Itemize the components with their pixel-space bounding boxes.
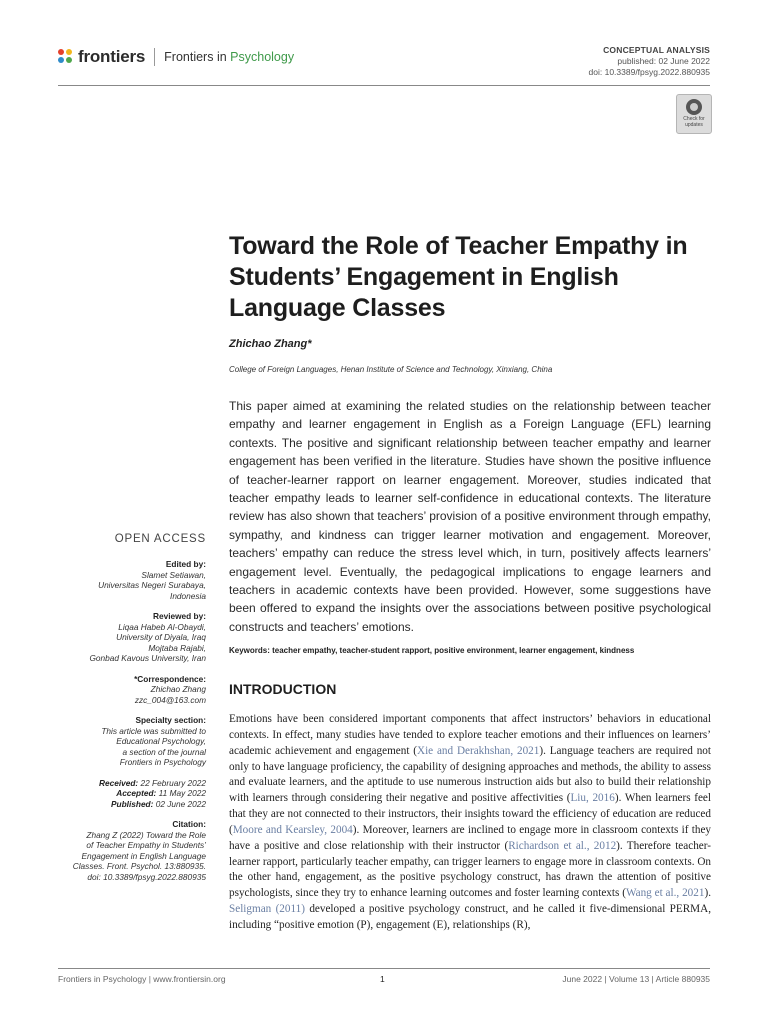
correspondence-mark: * [307,338,312,350]
journal-name[interactable] [164,50,294,64]
specialty-line: Educational Psychology, [116,736,206,746]
citation-link[interactable]: Wang et al., 2021 [625,887,705,900]
citation-link[interactable]: Moore and Kearsley, 2004 [232,823,353,836]
citation-line: Engagement in English Language [81,850,206,861]
edited-by-label: Edited by: [165,559,206,569]
article-title: Toward the Role of Teacher Empathy in Students’ Engagement in English Language Classes [229,232,688,322]
editor-country: Indonesia [170,590,206,601]
open-access-label: OPEN ACCESS [114,533,206,545]
frontiers-logo[interactable] [58,47,294,67]
specialty-line: a section of the journal [122,746,206,757]
page-header [0,0,768,88]
page-number: 1 [380,974,385,984]
reviewed-by-label: Reviewed by: [152,611,206,621]
logo-divider [154,48,155,66]
article-info-sidebar [58,533,206,882]
specialty-line: This article was submitted to [101,725,206,736]
introduction-paragraph: Emotions have been considered important components that affect instructors’ behaviors in educational contexts. In effect, many studies have tended to explore teacher emotions and their influences on learners’ academic achievement and engagement (Xie and Derakhshan, 2021). Language teachers are required not only to have language proficiency, the capability of designing approaches and methods, the ability to assess and evaluate learners, and the aptitude to use numerous instruction aids but also to build their relationship with learners through considering their negative and positive affectivities (Liu, 2016). When learners feel that they are not connected to their instructors, their insights toward the efficiency of education are reduced (Moore and Kearsley, 2004). Moreover, learners are inclined to engage more in classroom contexts if they have a positive and close relationship with their instructor (Richardson et al., 2012). Therefore teacher-learner rapport, particularly teacher empathy, can trigger learners to engage more in classroom contexts. On the other hand, engagement, as the positive psychology construct, has drawn the attention of positive psychologists, since they try to enhance learning outcomes and foster learning contexts (Wang et al., 2021). Seligman (2011) developed a positive psychology construct, and he called it five-dimensional PERMA, including “positive emotion (P), engagement (E), relationships (R), [229,713,712,931]
author-affiliation: College of Foreign Languages, Henan Institute of Science and Technology, Xinxiang, China [229,365,553,374]
article-meta [589,45,710,78]
citation-link[interactable]: Liu, 2016 [570,792,615,805]
published-date: published: 02 June 2022 [617,56,710,66]
journal-name-prefix: Frontiers in [164,50,231,64]
citation-link[interactable]: Xie and Derakhshan, 2021 [416,744,540,757]
correspondence-label: *Correspondence: [134,673,206,684]
header-divider [58,85,710,86]
specialty-line: Frontiers in Psychology [119,757,206,767]
reviewer-affiliation: University of Diyala, Iraq [116,632,206,642]
section-heading-introduction: INTRODUCTION [229,681,337,697]
frontiers-logo-icon [58,49,74,65]
footer-issue-info: June 2022 | Volume 13 | Article 880935 [562,974,710,984]
abstract: This paper aimed at examining the related studies on the relationship between teacher empathy and learner engagement in English as a Foreign Language (EFL) learning contexts. The positive and significant relationship between teacher empathy and learner engagement has been verified in the literature. Studies have shown the positive influence of teacher-learner rapport on learner engagement. Moreover, studies indicated that teacher empathy leads to learner self-confidence in educational contexts. The literature review has also shown that teachers’ provision of a positive environment through empathy, sympathy, and kindness can trigger learner motivation and engagement. Moreover, teachers’ empathy can reduce the stress level which, in turn, positively affects learners’ engagement level. Eventually, the pedagogical implications to engage learners and teachers in academic contexts have been provided. However, some suggestions have been offered to expand the insights over the associations between positive psychological constructs and teachers’ emotions. [229,399,711,634]
citation-doi[interactable]: doi: 10.3389/fpsyg.2022.880935 [87,871,206,882]
correspondence-email[interactable]: zzc_004@163.com [134,694,206,705]
citation-line: of Teacher Empathy in Students’ [86,840,206,850]
journal-name-highlight: Psychology [230,50,295,64]
check-for-updates-label: Check for updates [683,116,705,128]
citation-line: Classes. Front. Psychol. 13:880935. [72,861,206,871]
check-for-updates-icon [686,99,702,115]
published-date-sidebar: Published: 02 June 2022 [110,798,206,809]
reviewer-name[interactable]: Mojtaba Rajabi, [148,642,206,653]
reviewer-affiliation: Gonbad Kavous University, Iran [89,653,206,663]
accepted-date: Accepted: 11 May 2022 [116,788,206,798]
logo-wordmark: frontiers [78,47,146,66]
citation-label: Citation: [172,819,206,829]
correspondence-name: Zhichao Zhang [150,684,206,694]
article-doi[interactable]: doi: 10.3389/fpsyg.2022.880935 [588,67,710,77]
reviewer-name[interactable]: Liqaa Habeb Al-Obaydi, [118,621,206,632]
keywords: Keywords: teacher empathy, teacher-student rapport, positive environment, learner engagement, kindness [229,646,635,655]
editor-affiliation: Universitas Negeri Surabaya, [98,580,206,590]
author-name-text: Zhichao Zhang [229,338,308,350]
check-for-updates-button[interactable] [676,94,712,134]
author-name[interactable] [229,338,312,350]
specialty-section-label: Specialty section: [135,715,206,725]
citation-line: Zhang Z (2022) Toward the Role [86,829,206,840]
footer-divider [58,968,710,969]
footer-journal-link[interactable]: Frontiers in Psychology | www.frontiersin.org [58,974,226,984]
received-date: Received: 22 February 2022 [98,777,206,788]
article-type: CONCEPTUAL ANALYSIS [603,45,710,55]
citation-link[interactable]: Richardson et al., 2012 [508,839,617,852]
citation-link[interactable]: Seligman (2011) [229,903,305,916]
editor-name[interactable]: Slamet Setiawan, [141,569,206,580]
